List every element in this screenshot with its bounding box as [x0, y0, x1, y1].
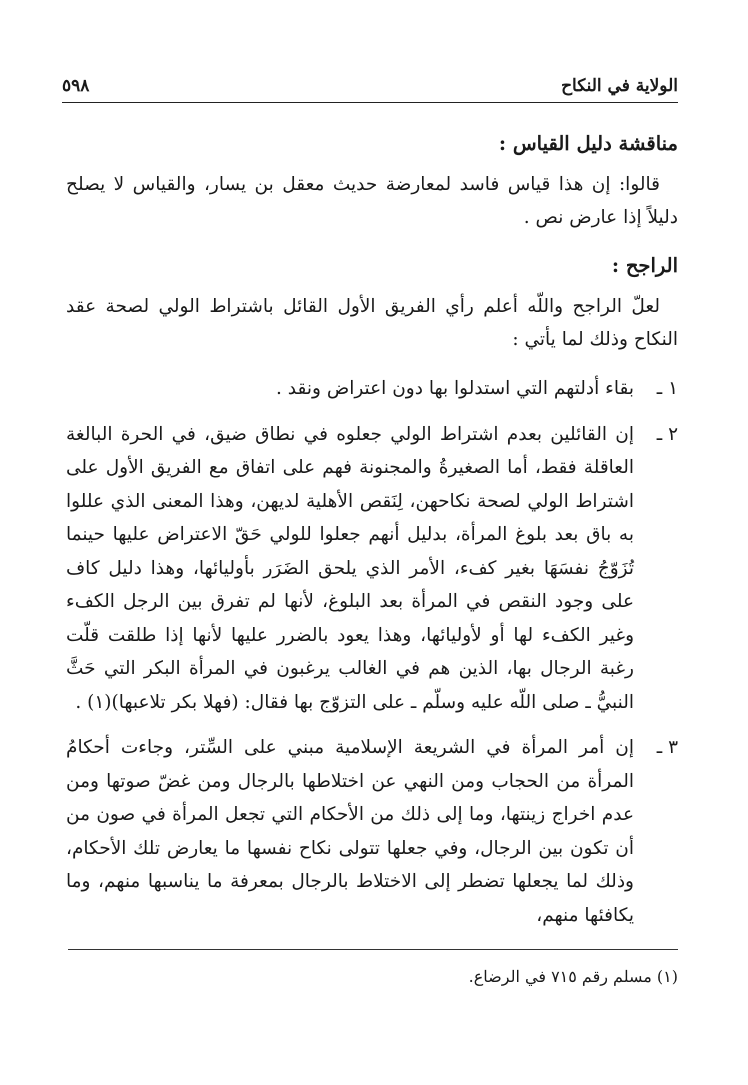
list-item: [66, 372, 678, 406]
list-item-text: بقاء أدلتهم التي استدلوا بها دون اعتراض ونقد .: [276, 378, 634, 399]
analogy-discussion-heading: مناقشة دليل القياس :: [498, 132, 678, 155]
footnote-divider: [68, 949, 678, 950]
preferred-opinion-heading: الراجح :: [611, 254, 678, 277]
footnote: (١) مسلم رقم ٧١٥ في الرضاع.: [468, 967, 678, 986]
page-number: ٥٩٨: [62, 76, 90, 96]
preferred-opinion-text: لعلّ الراجح واللّه أعلم رأي الفريق الأول القائل باشتراط الولي لصحة عقد النكاح وذلك لما يأتي :: [66, 296, 678, 350]
list-item-text: إن أمر المرأة في الشريعة الإسلامية مبني على السِّتر، وجاءت أحكامُ المرأة من الحجاب ومن النهي عن اختلاطها بالرجال ومن غضّ صوتها ومن عدم اخراج زينتها، وما إلى ذلك من الأحكام التي تجعل المرأة في صون من أن تكون بين الرجال، وفي جعلها تتولى نكاح نفسها ما يعارض تلك الأحكام، وذلك لما يجعلها تضطر إلى الاختلاط بالرجال بمعرفة ما يناسبها منهم، وما يكافئها منهم،: [66, 737, 634, 926]
list-item-text: إن القائلين بعدم اشتراط الولي جعلوه في نطاق ضيق، في الحرة البالغة العاقلة فقط، أما الصغيرةُ والمجنونة فهم على اتفاق مع الفريق الأول على اشتراط الولي لصحة نكاحهن، لِنَقص الأهلية لديهن، وهذا المعنى الذي عللوا به باق بعد بلوغ المرأة، بدليل أنهم جعلوا للولي حَقّ الاعتراض عليها حينما تُزَوّجُ نفسَهَا بغير كفء، الأمر الذي يلحق الضَرَر بأوليائها، وهذا دليل كاف على وجود النقص في المرأة بعد البلوغ، لأنها لم تفرق بين الرجل الكفء وغير الكفء لها أو لأوليائها، وهذا يعود بالضرر عليها لأنها إذا طلقت قلّت رغبة الرجال بها، الذين هم في الغالب يرغبون في المرأة البكر التي حَثَّ النبيُّ ـ صلى اللّه عليه وسلّم ـ على التزوّج بها فقال: (فهلا بكر تلاعبها)(١) .: [66, 423, 634, 713]
list-item-number: ١ ـ: [656, 378, 678, 399]
list-item-number: ٢ ـ: [656, 423, 678, 445]
analogy-discussion-text: قالوا: إن هذا قياس فاسد لمعارضة حديث معقل بن يسار، والقياس لا يصلح دليلاً إذا عارض نص .: [66, 174, 678, 228]
list-item: [66, 731, 678, 932]
list-item-number: ٣ ـ: [656, 737, 678, 758]
header-title: الولاية في النكاح: [561, 76, 678, 96]
header-divider: [62, 102, 678, 103]
running-header: [62, 72, 678, 98]
page-body: [66, 128, 678, 944]
list-item: [66, 418, 678, 720]
